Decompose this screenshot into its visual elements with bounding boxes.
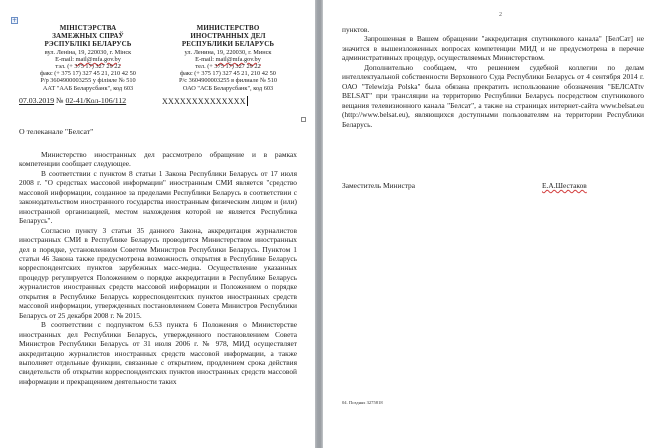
table-move-handle-icon[interactable]: + <box>12 17 18 24</box>
email-label: E-mail: <box>55 55 76 63</box>
body-paragraph: Дополнительно сообщаем, что решением судебной коллегии по делам интеллектуальной собственности Верховного Суда Республики Беларусь от 4 сентября 2014 г. ОАО "Telewizja Polska" была обязана прекратить использование обозначения "БЕЛСАТtv BELSAT" при трансляции на территорию Республики Беларусь посредством спутникового вещания телевизионного канала "Белсат", а также на страницах интернет-сайта www.belsat.eu (http://www.belsat.eu), являющихся доступными пользователям на территории Республики Беларусь. <box>342 62 644 129</box>
letterhead-fax: факс (+ 375 17) 327 45 21, 210 42 50 <box>40 70 136 78</box>
letter-body-page-2 <box>342 25 644 129</box>
letterhead-address: ул. Ленина, 19, 220030, г. Минск <box>184 48 272 56</box>
letterhead-bank: ААТ "ААБ Беларусбанк", код 603 <box>42 84 134 92</box>
letterhead-email-line <box>20 56 156 63</box>
body-paragraph: Министерство иностранных дел рассмотрело обращение и в рамках компетенции сообщает следующее. <box>19 150 297 169</box>
body-paragraph: В соответствии с пунктом 8 статьи 1 Закона Республики Беларусь от 17 июля 2008 г. "О средствах массовой информации" иностранным СМИ является "средство массовой информации, созданное за пределами Республики Беларусь в соответствии с законодательством иностранного государства иностранным физическим лицом и (или) иностранной организацией, местом нахождения которой не является Республика Беларусь". <box>19 168 297 226</box>
page-number: 2 <box>499 12 502 18</box>
letterhead-fax: факс (+ 375 17) 327 45 21, 210 42 50 <box>180 70 276 78</box>
letter-body-page-1 <box>19 150 297 386</box>
body-paragraph: Согласно пункту 3 статьи 35 данного Закона, аккредитация журналистов иностранных СМИ в Республике Беларусь проводится Министерством иностранных дел в порядке, установленном Советом Министров Республики Беларусь. Пунктом 1 статьи 46 Закона также предусмотрена возможность открытия в Республике Беларусь корреспондентских пунктов зарубежных масс-медиа. Осуществление указанных процедур регулируется Положением о порядке аккредитации в Республике Беларусь журналистов иностранных средств массовой информации и Положением о порядке открытия в Республике Беларусь корреспондентских пунктов иностранных средств массовой информации, утвержденных постановлением Совета Министров Республики Беларусь от 25 декабря 2008 г. № 2015. <box>19 225 297 320</box>
letterhead-account: Р/р 3604900003255 у філіяле № 510 <box>40 77 136 85</box>
letterhead-russian <box>160 24 296 92</box>
letterhead-title-line: ИНОСТРАННЫХ ДЕЛ <box>190 32 266 41</box>
registration-number: 02-41/Кол-106/112 <box>65 96 127 105</box>
letterhead-phone: тэл. (+ 375 17) 327 29 22 <box>55 63 121 71</box>
registration-line <box>19 96 126 105</box>
signature-title: Заместитель Министра <box>342 181 416 190</box>
letterhead-address: вул. Леніна, 19, 220030, г. Мінск <box>44 48 132 56</box>
email-address: mail@mfa.gov.by <box>75 55 121 63</box>
text-cursor <box>247 96 248 106</box>
body-paragraph: В соответствии с подпунктом 6.53 пункта 6 Положения о Министерстве иностранных дел Республики Беларусь, утвержденного постановлением Совета Министров Республики Беларусь от 31 июля 2006 г. № 978, МИД осуществляет аккредитацию журналистов иностранных средств массовой информации, а также выполняет отдельные функции, связанные с открытием, продлением срока действия свидетельств об открытии корреспондентских пунктов иностранных средств массовой информации и прекращением деятельности таких <box>19 320 297 386</box>
table-resize-handle[interactable] <box>301 117 306 122</box>
email-label: E-mail: <box>195 55 216 63</box>
footer-note: 04. Позднях 3275818 <box>342 400 383 405</box>
document-page-1 <box>0 0 315 448</box>
letterhead-phone: тел. (+ 375 17) 327 29 22 <box>195 63 261 71</box>
letterhead-title-line: РЭСПУБЛІКІ БЕЛАРУСЬ <box>44 40 132 49</box>
letterhead-title-line: РЕСПУБЛИКИ БЕЛАРУСЬ <box>181 40 275 49</box>
letterhead-account: Р/с 3604900003255 в филиале № 510 <box>178 77 278 85</box>
recipient-text: XXXXXXXXXXXXXX <box>162 97 246 106</box>
page-separator <box>315 0 323 448</box>
continuation-text: пунктов. <box>342 25 370 34</box>
letterhead-title-line: ЗАМЕЖНЫХ СПРАЎ <box>52 32 124 41</box>
body-paragraph: Запрошенная в Вашем обращении "аккредитация спутникового канала" [БелСат] не значится в вышеизложенных вопросах компетенции МИД и не предусмотрена в перечне административных процедур, осуществляемых Министерством. <box>342 34 644 63</box>
document-page-2 <box>323 0 662 448</box>
number-sign: № <box>56 96 64 105</box>
recipient-field[interactable] <box>162 96 248 106</box>
letterhead-belarusian <box>20 24 156 92</box>
email-address: mail@mfa.gov.by <box>215 55 261 63</box>
signature-name: Е.А.Шестаков <box>542 181 587 190</box>
letterhead-title-line: МІНІСТЭРСТВА <box>59 24 117 32</box>
signature-block <box>342 181 622 190</box>
letterhead-title-line: МИНИСТЕРСТВО <box>196 24 260 32</box>
letterhead-email-line <box>160 56 296 63</box>
registration-date: 07.03.2019 <box>19 96 55 105</box>
letterhead-bank: ОАО "АСБ Беларусбанк", код 603 <box>182 84 274 92</box>
letter-subject: О телеканале "Белсат" <box>19 127 94 136</box>
